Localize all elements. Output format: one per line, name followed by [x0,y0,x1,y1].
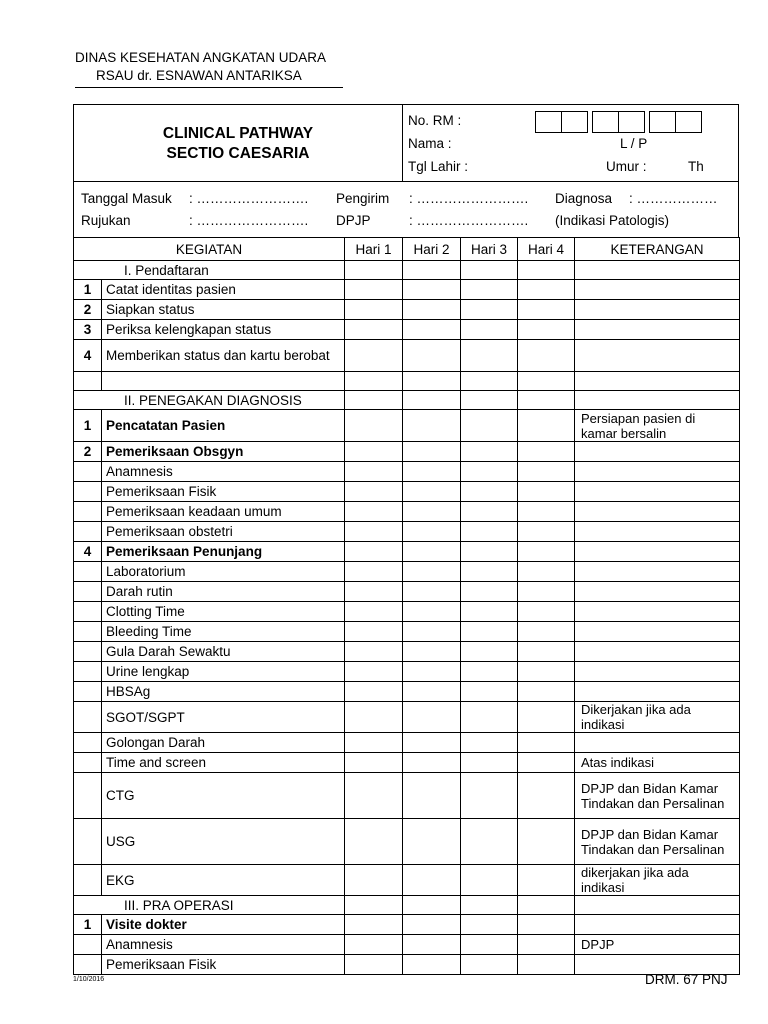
hari-cell[interactable] [461,300,518,320]
rm-digit-box[interactable] [592,111,619,133]
hari-cell[interactable] [403,819,461,865]
hari-cell[interactable] [518,622,575,642]
hari-cell[interactable] [345,642,403,662]
activity-label: Pemeriksaan Penunjang [102,542,345,562]
hari-cell[interactable] [345,773,403,819]
hari-cell[interactable] [345,702,403,733]
table-row [74,733,740,753]
hari-cell[interactable] [461,773,518,819]
hari-cell[interactable] [518,300,575,320]
hari-cell[interactable] [345,442,403,462]
umur-label: Umur : [606,159,647,174]
rm-digit-box[interactable] [675,111,702,133]
keterangan-cell[interactable] [575,391,740,410]
table-row [74,522,740,542]
hari-cell[interactable] [345,622,403,642]
hari-cell[interactable] [518,462,575,482]
hari-cell[interactable] [518,482,575,502]
hari-cell[interactable] [345,582,403,602]
hari-cell[interactable] [345,462,403,482]
pengirim-label: Pengirim [336,191,390,206]
hari-cell[interactable] [403,462,461,482]
hari-cell[interactable] [403,261,461,280]
hari-cell[interactable] [403,865,461,896]
activity-label: CTG [102,773,345,819]
rujukan-field[interactable]: : ……………………. [189,213,309,228]
hari-cell[interactable] [403,340,461,372]
rm-digit-box[interactable] [649,111,676,133]
table-row [74,935,740,955]
row-number [74,642,102,662]
activity-label: Gula Darah Sewaktu [102,642,345,662]
hari-cell[interactable] [345,522,403,542]
admission-info [73,181,739,238]
table-row [74,502,740,522]
hari-cell[interactable] [518,542,575,562]
hari-cell[interactable] [461,935,518,955]
table-row [74,562,740,582]
keterangan-cell[interactable] [575,320,740,340]
hari-cell[interactable] [345,542,403,562]
empty-row [74,372,740,391]
activity-label: Catat identitas pasien [102,280,345,300]
table-row [74,819,740,865]
hari-cell[interactable] [518,522,575,542]
keterangan-header: KETERANGAN [575,238,740,261]
section-title: I. Pendaftaran [74,261,345,280]
row-number [74,522,102,542]
keterangan-cell[interactable] [575,682,740,702]
hari-cell[interactable] [518,682,575,702]
keterangan-cell[interactable] [575,602,740,622]
hari-cell[interactable] [345,865,403,896]
keterangan-cell[interactable] [575,896,740,915]
keterangan-cell[interactable] [575,261,740,280]
activity-label: Siapkan status [102,300,345,320]
dpjp-label: DPJP [336,213,371,228]
activity-label: Urine lengkap [102,662,345,682]
hari-cell[interactable] [403,702,461,733]
hari-cell[interactable] [461,702,518,733]
keterangan-cell[interactable] [575,622,740,642]
hari-cell[interactable] [403,733,461,753]
table-row [74,542,740,562]
activity-label: Memberikan status dan kartu berobat [102,340,345,372]
hospital-name: RSAU dr. ESNAWAN ANTARIKSA [96,68,302,83]
hari-cell[interactable] [403,542,461,562]
table-row [74,702,740,733]
row-number [74,865,102,896]
activity-label: USG [102,819,345,865]
hari-cell[interactable] [345,935,403,955]
row-number [74,582,102,602]
keterangan-cell[interactable] [575,562,740,582]
activity-label: Pencatatan Pasien [102,410,345,442]
hari-cell[interactable] [345,896,403,915]
hari-cell[interactable] [461,896,518,915]
activity-label: SGOT/SGPT [102,702,345,733]
hari-cell[interactable] [345,482,403,502]
hari-cell[interactable] [461,280,518,300]
keterangan-cell[interactable] [575,522,740,542]
hari-cell[interactable] [345,915,403,935]
hari-cell[interactable] [403,622,461,642]
row-number [74,602,102,622]
hari-cell[interactable] [461,410,518,442]
hari-cell[interactable] [518,261,575,280]
hari-cell[interactable] [345,502,403,522]
section-row [74,261,740,280]
hari-cell[interactable] [461,502,518,522]
hari-cell[interactable] [461,733,518,753]
activity-label: EKG [102,865,345,896]
hari-cell[interactable] [345,955,403,975]
hari-cell[interactable] [403,442,461,462]
keterangan-cell[interactable]: Atas indikasi [575,753,740,773]
hari-cell[interactable] [345,300,403,320]
table-row [74,280,740,300]
hari-cell[interactable] [345,753,403,773]
activity-label: Anamnesis [102,935,345,955]
activity-label: Golongan Darah [102,733,345,753]
table-row [74,915,740,935]
activity-label: Clotting Time [102,602,345,622]
hari-cell[interactable] [345,682,403,702]
hari-cell[interactable] [403,280,461,300]
empty-cell [102,372,345,391]
table-row [74,582,740,602]
hari-cell[interactable] [461,955,518,975]
hari-cell[interactable] [461,819,518,865]
keterangan-cell[interactable] [575,340,740,372]
hari-cell[interactable] [403,753,461,773]
hari-cell[interactable] [403,300,461,320]
activity-label: HBSAg [102,682,345,702]
keterangan-cell[interactable] [575,482,740,502]
diagnosa-field[interactable]: : ……………… [629,191,718,206]
hari-cell[interactable] [461,682,518,702]
hari-cell[interactable] [518,733,575,753]
activity-label: Darah rutin [102,582,345,602]
table-row [74,482,740,502]
row-number: 2 [74,442,102,462]
print-date: 1/10/2016 [73,976,105,983]
row-number [74,935,102,955]
row-number: 4 [74,542,102,562]
hari-cell[interactable] [518,773,575,819]
hari2-header: Hari 2 [403,238,461,261]
hari-cell[interactable] [461,602,518,622]
keterangan-cell[interactable]: Persiapan pasien di kamar bersalin [575,410,740,442]
header-underline [75,87,343,88]
hari-cell[interactable] [403,935,461,955]
hari-cell[interactable] [403,896,461,915]
hari-cell[interactable] [461,662,518,682]
hari-cell[interactable] [403,320,461,340]
hari-cell[interactable] [518,602,575,622]
keterangan-cell[interactable]: Dikerjakan jika ada indikasi [575,702,740,733]
hari-cell[interactable] [518,662,575,682]
activity-label: Anamnesis [102,462,345,482]
hari-cell[interactable] [345,391,403,410]
table-row [74,622,740,642]
row-number: 1 [74,410,102,442]
header-divider [402,105,403,181]
hari-cell[interactable] [518,391,575,410]
hari-cell[interactable] [403,682,461,702]
table-row [74,602,740,622]
row-number [74,482,102,502]
hari-cell[interactable] [461,482,518,502]
hari1-header: Hari 1 [345,238,403,261]
hari-cell[interactable] [461,753,518,773]
table-row [74,642,740,662]
hari-cell[interactable] [345,340,403,372]
row-number [74,462,102,482]
hari-cell[interactable] [345,602,403,622]
row-number: 4 [74,340,102,372]
activity-label: Laboratorium [102,562,345,582]
hari-cell[interactable] [518,340,575,372]
hari-cell[interactable] [461,261,518,280]
table-row [74,300,740,320]
hari-cell[interactable] [461,340,518,372]
row-number [74,502,102,522]
activity-label: Time and screen [102,753,345,773]
hari-cell[interactable] [518,410,575,442]
no-rm-boxes[interactable] [535,111,706,133]
row-number [74,562,102,582]
table-row [74,462,740,482]
hari-cell[interactable] [403,522,461,542]
hari-cell[interactable] [345,410,403,442]
hari-cell[interactable] [518,896,575,915]
hari-cell[interactable] [403,773,461,819]
section-title: III. PRA OPERASI [74,896,345,915]
hari-cell[interactable] [518,955,575,975]
section-title: II. PENEGAKAN DIAGNOSIS [74,391,345,410]
row-number: 1 [74,915,102,935]
hari-cell[interactable] [518,865,575,896]
section-row [74,391,740,410]
sex-label: L / P [620,136,648,151]
hari-cell[interactable] [403,372,461,391]
form-title: CLINICAL PATHWAY [162,125,314,142]
form-header [73,104,739,182]
tgl-lahir-label: Tgl Lahir : [408,159,469,174]
tanggal-masuk-label: Tanggal Masuk [81,191,172,206]
hari-cell[interactable] [403,391,461,410]
hari-cell[interactable] [518,753,575,773]
table-row [74,682,740,702]
hari-cell[interactable] [403,915,461,935]
keterangan-cell[interactable]: DPJP dan Bidan Kamar Tindakan dan Persalinan [575,819,740,865]
table-row [74,662,740,682]
form-code: DRM. 67 PNJ [645,972,728,987]
activity-label: Pemeriksaan Fisik [102,482,345,502]
keterangan-cell[interactable] [575,662,740,682]
table-row [74,442,740,462]
tanggal-masuk-field[interactable]: : ……………………. [189,191,309,206]
activity-label: Periksa kelengkapan status [102,320,345,340]
hari-cell[interactable] [403,582,461,602]
hari-cell[interactable] [403,642,461,662]
rm-digit-box[interactable] [561,111,588,133]
nama-label: Nama : [408,136,452,151]
hari-cell[interactable] [461,622,518,642]
hari-cell[interactable] [461,542,518,562]
activity-label: Pemeriksaan obstetri [102,522,345,542]
hari-cell[interactable] [461,522,518,542]
hari-cell[interactable] [461,915,518,935]
kegiatan-header: KEGIATAN [74,238,345,261]
empty-cell [74,372,102,391]
pengirim-field[interactable]: : ……………………. [409,191,529,206]
hari-cell[interactable] [345,562,403,582]
hari-cell[interactable] [403,410,461,442]
row-number: 1 [74,280,102,300]
keterangan-cell[interactable] [575,502,740,522]
hari-cell[interactable] [518,442,575,462]
hari3-header: Hari 3 [461,238,518,261]
hari-cell[interactable] [403,602,461,622]
diagnosa-label: Diagnosa [555,191,613,206]
hari-cell[interactable] [345,372,403,391]
hari-cell[interactable] [345,261,403,280]
form-subtitle: SECTIO CAESARIA [166,145,310,162]
keterangan-cell[interactable] [575,642,740,662]
row-number [74,682,102,702]
organization-name: DINAS KESEHATAN ANGKATAN UDARA [75,50,327,65]
row-number [74,753,102,773]
row-number: 2 [74,300,102,320]
keterangan-cell[interactable] [575,542,740,562]
hari-cell[interactable] [518,562,575,582]
hari-cell[interactable] [461,442,518,462]
row-number [74,955,102,975]
indikasi-label: (Indikasi Patologis) [555,213,670,228]
keterangan-cell[interactable] [575,733,740,753]
row-number [74,622,102,642]
row-number: 3 [74,320,102,340]
keterangan-cell[interactable]: DPJP dan Bidan Kamar Tindakan dan Persalinan [575,773,740,819]
keterangan-cell[interactable]: dikerjakan jika ada indikasi [575,865,740,896]
table-row [74,320,740,340]
keterangan-cell[interactable] [575,442,740,462]
hari-cell[interactable] [461,462,518,482]
hari-cell[interactable] [345,320,403,340]
table-row [74,955,740,975]
hari-cell[interactable] [403,562,461,582]
hari-cell[interactable] [518,320,575,340]
hari4-header: Hari 4 [518,238,575,261]
keterangan-cell[interactable] [575,372,740,391]
hari-cell[interactable] [403,502,461,522]
keterangan-cell[interactable]: DPJP [575,935,740,955]
table-header-row [74,238,740,261]
table-row [74,410,740,442]
hari-cell[interactable] [403,662,461,682]
rm-digit-box[interactable] [535,111,562,133]
keterangan-cell[interactable] [575,280,740,300]
no-rm-label: No. RM : [408,113,462,128]
row-number [74,733,102,753]
row-number [74,819,102,865]
section-row [74,896,740,915]
hari-cell[interactable] [403,482,461,502]
row-number [74,702,102,733]
hari-cell[interactable] [461,582,518,602]
keterangan-cell[interactable] [575,462,740,482]
tahun-label: Th [688,159,704,174]
keterangan-cell[interactable] [575,582,740,602]
hari-cell[interactable] [518,280,575,300]
dpjp-field[interactable]: : ……………………. [409,213,529,228]
hari-cell[interactable] [518,502,575,522]
row-number [74,773,102,819]
activity-label: Visite dokter [102,915,345,935]
hari-cell[interactable] [518,915,575,935]
hari-cell[interactable] [518,819,575,865]
hari-cell[interactable] [345,819,403,865]
table-row [74,865,740,896]
hari-cell[interactable] [461,865,518,896]
hari-cell[interactable] [345,733,403,753]
hari-cell[interactable] [461,391,518,410]
hari-cell[interactable] [345,662,403,682]
activity-label: Pemeriksaan Obsgyn [102,442,345,462]
hari-cell[interactable] [461,562,518,582]
hari-cell[interactable] [461,372,518,391]
rm-digit-box[interactable] [618,111,645,133]
clinical-pathway-table [73,237,740,975]
activity-label: Bleeding Time [102,622,345,642]
hari-cell[interactable] [518,582,575,602]
hari-cell[interactable] [345,280,403,300]
hari-cell[interactable] [461,320,518,340]
hari-cell[interactable] [518,702,575,733]
keterangan-cell[interactable] [575,915,740,935]
rujukan-label: Rujukan [81,213,131,228]
hari-cell[interactable] [518,642,575,662]
row-number [74,662,102,682]
hari-cell[interactable] [461,642,518,662]
hari-cell[interactable] [518,372,575,391]
table-row [74,753,740,773]
keterangan-cell[interactable] [575,300,740,320]
table-row [74,340,740,372]
hari-cell[interactable] [403,955,461,975]
activity-label: Pemeriksaan Fisik [102,955,345,975]
hari-cell[interactable] [518,935,575,955]
activity-label: Pemeriksaan keadaan umum [102,502,345,522]
table-row [74,773,740,819]
